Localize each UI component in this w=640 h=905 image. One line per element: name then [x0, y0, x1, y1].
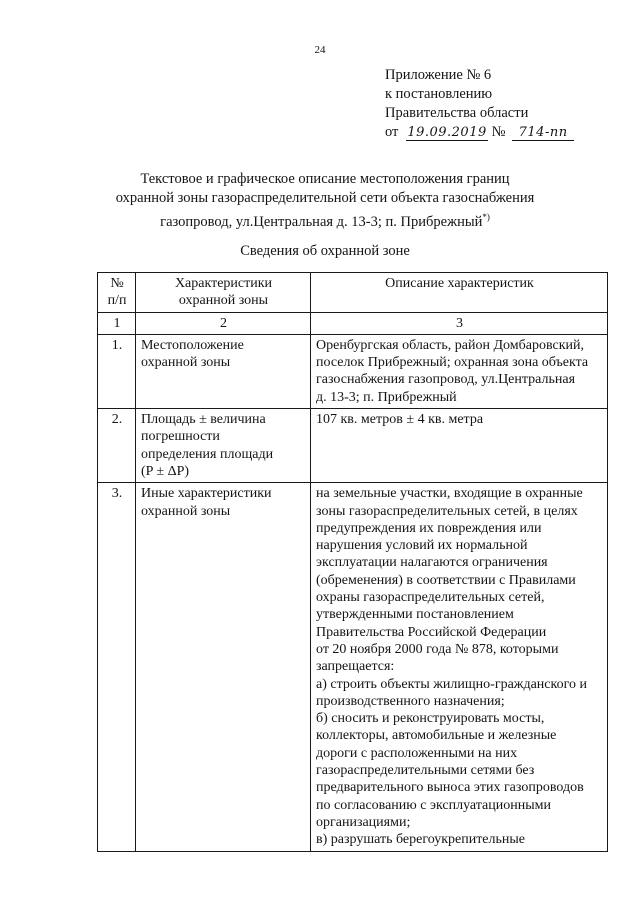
- row-number: 3.: [98, 483, 136, 851]
- header-num-line: №: [110, 276, 124, 291]
- appendix-line-1: Приложение № 6: [385, 67, 492, 83]
- header-description: Описание характеристик: [311, 273, 608, 313]
- header-char-line: Характеристики: [174, 276, 273, 291]
- from-label: от: [385, 124, 399, 140]
- description-line: Оренбургская область, район Домбаровский,: [316, 337, 585, 353]
- description-line: 107 кв. метров ± 4 кв. метра: [316, 412, 484, 428]
- index-cell: 3: [311, 312, 608, 334]
- row-description: [311, 483, 608, 851]
- handwritten-date: 19.09.2019: [407, 125, 487, 140]
- characteristic-line: Иные характеристики: [141, 486, 272, 502]
- description-line: производственного назначения;: [316, 693, 505, 709]
- title-line-1: Текстовое и графическое описание местоположения границ: [140, 171, 510, 187]
- header-characteristics: [136, 273, 311, 313]
- document-title: [60, 170, 590, 232]
- description-line: Правительства Российской Федерации: [316, 624, 547, 640]
- characteristic-line: погрешности: [141, 429, 220, 445]
- description-line: газоснабжения газопровод, ул.Центральная: [316, 372, 576, 388]
- table-header-row: [98, 273, 608, 313]
- description-line: д. 13-3; п. Прибрежный: [316, 389, 457, 405]
- appendix-block: [385, 66, 574, 142]
- table-row: [98, 334, 608, 408]
- description-line: в) разрушать берегоукрепительные: [316, 832, 526, 848]
- row-characteristic: [136, 334, 311, 408]
- description-line: организациями;: [316, 814, 411, 830]
- title-line-3-text: газопровод, ул.Центральная д. 13-3; п. Прибрежный: [160, 213, 483, 230]
- header-num-line: п/п: [107, 293, 127, 309]
- table-row: [98, 409, 608, 483]
- characteristic-line: Местоположение: [141, 337, 244, 353]
- title-line-2: охранной зоны газораспределительной сети объекта газоснабжения: [115, 190, 535, 206]
- handwritten-number: 714-пп: [512, 126, 574, 141]
- characteristic-line: определения площади: [141, 446, 274, 462]
- description-line: поселок Прибрежный; охранная зона объекта: [316, 355, 589, 371]
- description-line: дороги с расположенными на них: [316, 745, 518, 761]
- characteristic-line: охранной зоны: [141, 503, 231, 519]
- footnote-mark: *): [482, 212, 490, 222]
- appendix-line-3: Правительства области: [385, 105, 529, 121]
- index-cell: 1: [98, 312, 136, 334]
- row-description: [311, 409, 608, 483]
- description-line: запрещается:: [316, 659, 395, 675]
- description-line: охраны газораспределительных сетей,: [316, 590, 545, 606]
- description-line: от 20 ноября 2000 года № 878, которыми: [316, 641, 559, 657]
- header-char-line: охранной зоны: [178, 293, 269, 309]
- description-line: зоны газораспределительных сетей, в целях: [316, 503, 578, 519]
- appendix-line-2: к постановлению: [385, 86, 493, 102]
- description-line: а) строить объекты жилищно-гражданского и: [316, 676, 587, 692]
- description-line: эксплуатации налагаются ограничения: [316, 555, 548, 571]
- row-number: 1.: [98, 334, 136, 408]
- characteristic-line: (P ± ΔP): [141, 463, 190, 479]
- description-line: по согласованию с эксплуатационными: [316, 797, 551, 813]
- title-line-3: [60, 208, 590, 232]
- section-subtitle: Сведения об охранной зоне: [240, 243, 410, 259]
- description-line: предварительного выноса этих газопроводов: [316, 780, 584, 796]
- number-label: №: [491, 124, 506, 140]
- zone-info-table: [97, 272, 608, 852]
- table-row: [98, 483, 608, 851]
- description-line: утвержденными постановлением: [316, 607, 514, 623]
- index-cell: 2: [136, 312, 311, 334]
- table-index-row: [98, 312, 608, 334]
- appendix-date-row: [385, 123, 574, 142]
- row-characteristic: [136, 483, 311, 851]
- description-line: б) сносить и реконструировать мосты,: [316, 711, 545, 727]
- description-line: коллекторы, автомобильные и железные: [316, 728, 557, 744]
- description-line: (обременения) в соответствии с Правилами: [316, 572, 576, 588]
- description-line: предупреждения их повреждения или: [316, 520, 542, 536]
- row-characteristic: [136, 409, 311, 483]
- description-line: нарушения условий их нормальной: [316, 538, 528, 554]
- description-line: на земельные участки, входящие в охранные: [316, 486, 583, 502]
- page-number: 24: [314, 44, 326, 56]
- characteristic-line: Площадь ± величина: [141, 412, 266, 428]
- description-line: газораспределительными сетями без: [316, 763, 535, 779]
- header-num: [98, 273, 136, 313]
- characteristic-line: охранной зоны: [141, 355, 231, 371]
- row-number: 2.: [98, 409, 136, 483]
- row-description: [311, 334, 608, 408]
